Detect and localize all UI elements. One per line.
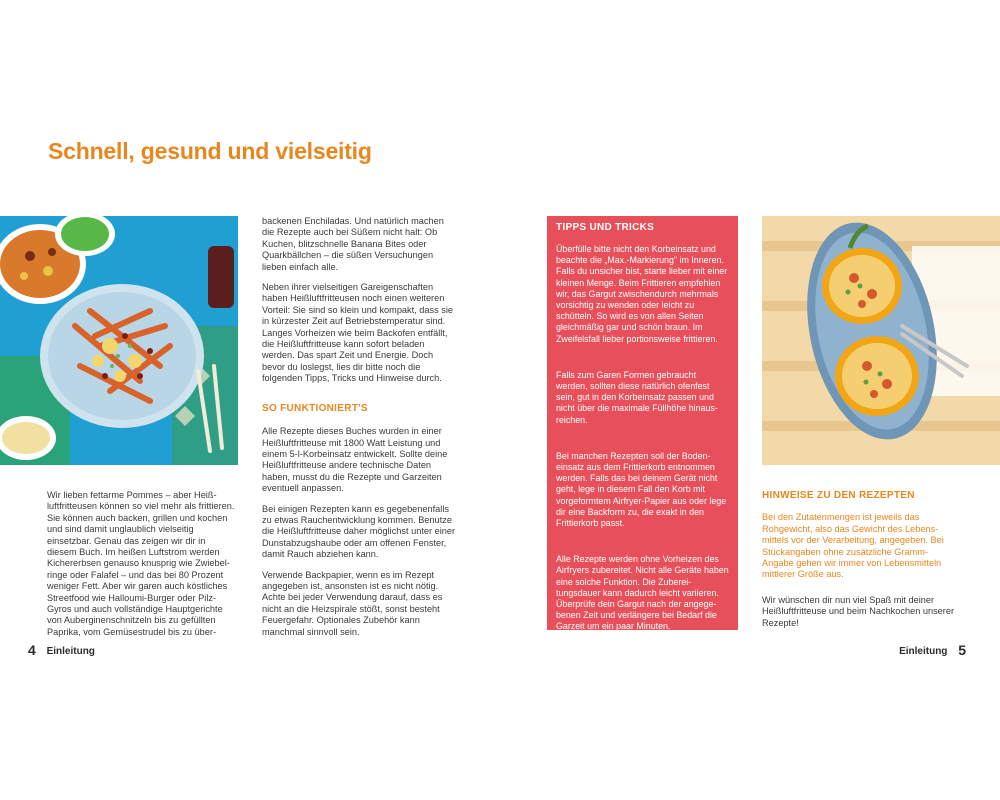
section-label-right: Einleitung: [899, 646, 948, 657]
peppers-illustration: [762, 216, 1000, 465]
right-footer: [899, 642, 966, 658]
how-paragraph-3: Verwende Backpapier, wenn es im Rezept angegeben ist, ansonsten ist es nicht nötig. Achte bei jeder Verwendung darauf, dass es nicht an die Heizspirale stößt, sonst besteht Feuergefahr. Optionales Zubehör kann manchmal sinnvoll sein.: [262, 569, 443, 637]
tip-item: Bei manchen Rezepten soll der Bodeneinsatz aus dem Frittierkorb entnommen werden. Falls das bei deinem Gerät nicht geht, lege in diesem Fall den Korb mit vorgeformtem Airfryer-Papier aus oder lege dir eine Backform zu, die exakt in den Frittierkorb passt.: [556, 450, 727, 529]
middle-column: [262, 216, 457, 647]
tips-box: [547, 216, 738, 630]
tip-item: Alle Rezepte werden ohne Vorheizen des Airfryers zubereitet. Nicht alle Geräte haben eine solche Funktion. Die Zubereitungsdauer kann dadurch leicht variieren. Überprüfe dein Gargut nach der angegebenen Zeit und verlängere bei Bedarf die Garzeit um ein paar Minuten.: [556, 554, 729, 632]
middle-paragraph-1: backenen Enchiladas. Und natürlich machen die Rezepte auch bei Süßem nicht halt: Ob Kuchen, blitzschnelle Banana Bites oder Quarkbällchen – die süßen Versuchungen lieben einfach alle.: [262, 216, 444, 272]
page-title: Schnell, gesund und vielseitig: [48, 138, 372, 164]
intro-paragraph: Wir lieben fettarme Pommes – aber Heißluftfritteusen können so viel mehr als frittieren. Sie können auch backen, grillen und kochen und sind damit unglaublich vielseitig einsetzbar. Genau das zeigen wir dir in diesem Buch. Im heißen Luftstrom werden Kichererbsen genauso knusprig wie Zwiebelringe oder Falafel – und das bei 80 Prozent weniger Fett. Aber wir garen auch köstliches Streetfood wie Halloumi-Burger oder Pilz-Gyros und auch vollständige Hauptgerichte von Auberginenschnitzeln bis zu gefüllten Paprika, vom Gemüsestrudel bis zu über-: [47, 490, 235, 637]
tips-heading: TIPPS UND TRICKS: [556, 222, 655, 233]
intro-column: [47, 490, 237, 647]
fries-illustration: [0, 216, 238, 465]
tip-item: Falls zum Garen Formen gebraucht werden, sollten diese natürlich ofenfest sein, gut in den Korbeinsatz passen und nicht über die maximale Füllhöhe hinausreichen.: [556, 369, 718, 425]
how-it-works-heading: SO FUNKTIONIERT'S: [262, 402, 368, 414]
page-number-left: 4: [28, 642, 36, 658]
middle-paragraph-2: Neben ihrer vielseitigen Gareigenschaften haben Heißluftfritteusen noch einen weiteren Vorteil: Sie sind so klein und kompakt, dass sie in kürzester Zeit auf Betriebstemperatur sind. Langes Vorheizen wie beim Backofen entfällt, die Heißluftfritteuse kann sofort beladen werden. Das spart Zeit und Energie. Doch bevor du loslegst, lies dir bitte noch die folgenden Tipps, Tricks und Hinweise durch.: [262, 282, 453, 384]
section-label-left: Einleitung: [46, 646, 95, 657]
hints-section: [762, 490, 957, 629]
tip-item: Überfülle bitte nicht den Korbeinsatz und beachte die „Max.-Markierung" im Inneren. Falls du unsicher bist, starte lieber mit einer kleinen Menge. Beim Frittieren empfehlen wir, das Gargut zwischendurch mehrmals vorsichtig zu wenden oder leicht zu schütteln. So wird es von allen Seiten gleichmäßig gar und schön braun. Im Zweifelsfall lieber portionsweise frittieren.: [556, 244, 728, 344]
left-footer: [28, 642, 95, 658]
how-paragraph-1: Alle Rezepte dieses Buches wurden in einer Heißluftfritteuse mit 1800 Watt Leistung und einem 5-l-Korbeinsatz entwickelt. Sollte deine Heißluftfritteuse andere technische Daten haben, musst du die Rezepte und Garzeiten eventuell anpassen.: [262, 426, 448, 494]
page-number-right: 5: [958, 642, 966, 658]
hints-paragraph-1: Bei den Zutatenmengen ist jeweils das Rohgewicht, also das Gewicht des Lebensmittels vor der Verarbeitung, angegeben. Bei Stückangaben ohne zusätzliche Gramm-Angabe gehen wir immer von Lebensmitteln mittlerer Größe aus.: [762, 512, 944, 580]
how-paragraph-2: Bei einigen Rezepten kann es gegebenenfalls zu etwas Rauchentwicklung kommen. Benutze die Heißluftfritteuse daher möglichst unter einer Dunstabzugshaube oder am offenen Fenster, damit Rauch abziehen kann.: [262, 503, 456, 560]
sweet-potato-fries-photo: [0, 216, 238, 465]
stuffed-peppers-photo: [762, 216, 1000, 465]
hints-heading: HINWEISE ZU DEN REZEPTEN: [762, 490, 915, 501]
hints-paragraph-2: Wir wünschen dir nun viel Spaß mit deiner Heißluftfritteuse und beim Nachkochen unserer Rezepte!: [762, 594, 955, 628]
